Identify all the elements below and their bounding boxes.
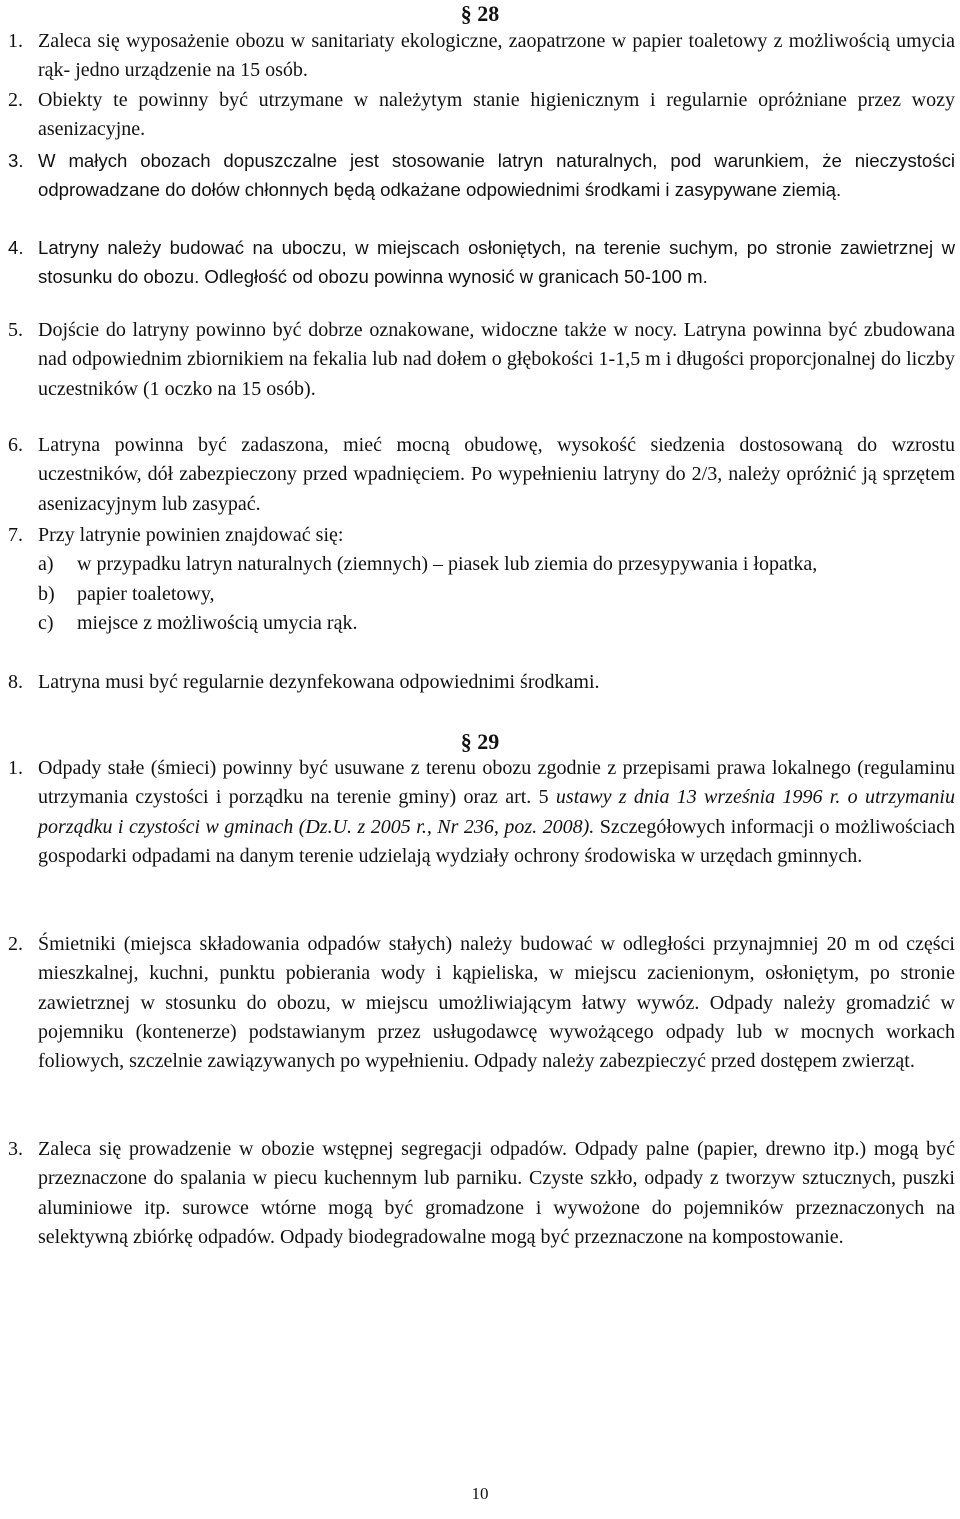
sub-item-label: b)	[38, 582, 55, 605]
section-heading-28: § 28	[460, 1, 500, 26]
page-number: 10	[471, 1484, 489, 1503]
item-text: Obiekty te powinny być utrzymane w należytym stanie higienicznym i regularnie opróżniane przez wozy asenizacyjne.	[38, 89, 955, 141]
sub-item	[38, 580, 955, 609]
item-number: 1.	[8, 30, 23, 52]
legal-citation: ustawy z dnia 13 września 1996 r. o utrzymaniu porządku i czystości w gminach (Dz.U. z 2005 r., Nr 236, poz. 2008).	[38, 786, 955, 838]
list-item	[8, 233, 955, 292]
sub-item-label: a)	[38, 553, 54, 576]
list-item	[8, 668, 955, 697]
sub-item-text: papier toaletowy,	[77, 582, 215, 605]
sub-item-text: miejsce z możliwością umycia rąk.	[77, 611, 358, 634]
list-item	[8, 930, 955, 1076]
item-text: Zaleca się prowadzenie w obozie wstępnej segregacji odpadów. Odpady palne (papier, drewno itp.) mogą być przeznaczone do spalania w piecu kuchennym lub parniku. Czyste szkło, odpady z tworzyw sztucznych, puszki aluminiowe itp. surowce wtórne mogą być gromadzone i wywożone do pojemników przeznaczonych na selektywną zbiórkę odpadów. Odpady biodegradowalne mogą być przeznaczone na kompostowanie.	[38, 1138, 955, 1248]
item-text-part: Szczegółowych informacji o możliwościach gospodarki odpadami na danym terenie udzielają wydziały ochrony środowiska w urzędach gminnych.	[38, 815, 955, 867]
item-text: Zaleca się wyposażenie obozu w sanitariaty ekologiczne, zaopatrzone w papier toaletowy z możliwością umycia rąk- jedno urządzenie na 15 osób.	[38, 30, 955, 82]
item-text: Latryna musi być regularnie dezynfekowana odpowiednimi środkami.	[38, 671, 600, 693]
item-number: 8.	[8, 671, 23, 693]
list-item	[8, 86, 955, 145]
item-text: Dojście do latryny powinno być dobrze oznakowane, widoczne także w nocy. Latryna powinna być zbudowana nad odpowiednim zbiornikiem na fekalia lub nad dołem o głębokości 1-1,5 m i długości proporcjonalnej do liczby uczestników (1 oczko na 15 osób).	[38, 319, 955, 400]
item-text: W małych obozach dopuszczalne jest stosowanie latryn naturalnych, pod warunkiem, że nieczystości odprowadzane do dołów chłonnych będą odkażane odpowiednimi środkami i zasypywane ziemią.	[38, 150, 955, 201]
section-heading-29: § 29	[460, 729, 500, 754]
item-text: Śmietniki (miejsca składowania odpadów stałych) należy budować w odległości przynajmniej 20 m od części mieszkalnej, kuchni, punktu pobierania wody i kąpieliska, w miejscu zacienionym, osłoniętym, po stronie zawietrznej w stosunku do obozu, w miejscu umożliwiającym łatwy wywóz. Odpady należy gromadzić w pojemniku (kontenerze) podstawianym przez usługodawcę wywożącego odpady lub w mocnych workach foliowych, szczelnie zawiązywanych po wypełnieniu. Odpady należy zabezpieczyć przed dostępem zwierząt.	[38, 933, 955, 1073]
item-number: 7.	[8, 524, 23, 546]
list-item	[8, 1135, 955, 1252]
list-item	[8, 27, 955, 86]
sub-item	[38, 550, 955, 579]
item-number: 2.	[8, 89, 23, 111]
item-text: Przy latrynie powinien znajdować się:	[38, 524, 344, 546]
item-text: Latryny należy budować na uboczu, w miejscach osłoniętych, na terenie suchym, po stronie zawietrznej w stosunku do obozu. Odległość od obozu powinna wynosić w granicach 50-100 m.	[38, 237, 955, 288]
item-number: 4.	[8, 237, 24, 258]
sub-item-text: w przypadku latryn naturalnych (ziemnych) – piasek lub ziemia do przesypywania i łopatka,	[77, 553, 818, 576]
item-text: Latryna powinna być zadaszona, mieć mocną obudowę, wysokość siedzenia dostosowaną do wzrostu uczestników, dół zabezpieczony przed wpadnięciem. Po wypełnieniu latryny do 2/3, należy opróżnić ją sprzętem asenizacyjnym lub zasypać.	[38, 434, 955, 515]
sub-item	[38, 609, 955, 638]
list-item	[8, 316, 955, 404]
item-body	[38, 521, 955, 638]
item-number: 5.	[8, 319, 23, 341]
list-item	[8, 521, 955, 638]
item-number: 2.	[8, 933, 23, 955]
list-item	[8, 754, 955, 871]
item-text-part: Odpady stałe (śmieci) powinny być usuwane z terenu obozu zgodnie z przepisami prawa lokalnego (regulaminu utrzymania czystości i porządku na terenie gminy) oraz art. 5	[38, 757, 955, 809]
list-item	[8, 146, 955, 205]
sub-item-label: c)	[38, 611, 54, 634]
item-number: 3.	[8, 1138, 23, 1160]
item-number: 3.	[8, 150, 24, 171]
item-number: 6.	[8, 434, 23, 456]
list-item	[8, 431, 955, 519]
item-text	[38, 754, 955, 871]
item-number: 1.	[8, 757, 23, 779]
